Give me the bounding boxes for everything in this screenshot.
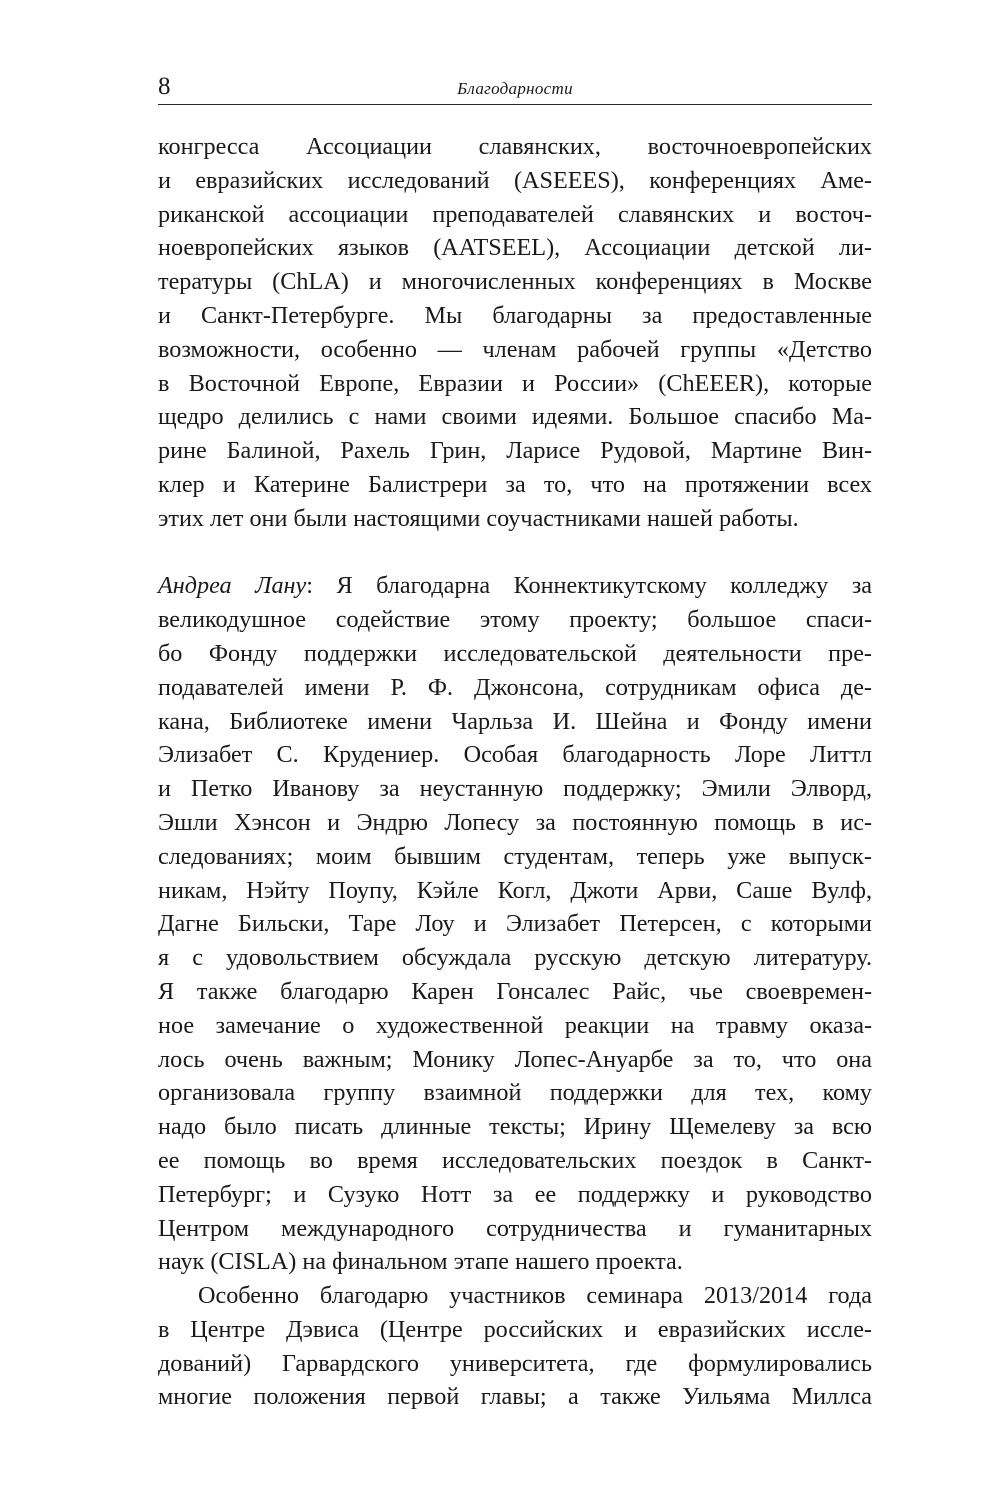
running-title: Благодарности xyxy=(457,79,573,98)
text-line xyxy=(158,569,872,603)
paragraph-seminar xyxy=(158,1279,872,1414)
text-line: риканской ассоциации преподавателей славянских и восточ- xyxy=(158,200,872,228)
author-name: Андреа Лану xyxy=(158,572,307,600)
text-line: возможности, особенно — членам рабочей группы «Детство xyxy=(158,335,872,363)
text-line: никам, Нэйту Поупу, Кэйле Когл, Джоти Арви, Саше Вулф, xyxy=(158,876,872,904)
text-line: многие положения первой главы; а также Уильяма Миллса xyxy=(158,1383,872,1411)
text-line: Элизабет С. Крудениер. Особая благодарность Лоре Литтл xyxy=(158,741,872,769)
paragraph-conferences xyxy=(158,130,872,536)
text-line: щедро делились с нами своими идеями. Большое спасибо Ма- xyxy=(158,403,872,431)
text-line: этих лет они были настоящими соучастниками нашей работы. xyxy=(158,504,799,532)
text-line: надо было писать длинные тексты; Ирину Щемелеву за всю xyxy=(158,1113,872,1141)
text-line: ноевропейских языков (AATSEEL), Ассоциации детской ли- xyxy=(158,234,872,262)
text-line: Эшли Хэнсон и Эндрю Лопесу за постоянную помощь в ис- xyxy=(158,808,872,836)
text-line: Петербург; и Сузуко Нотт за ее поддержку и руководство xyxy=(158,1180,872,1208)
text-line: подавателей имени Р. Ф. Джонсона, сотрудникам офиса де- xyxy=(158,673,872,701)
text-line: бо Фонду поддержки исследовательской деятельности пре- xyxy=(158,639,872,667)
text-line: следованиях; моим бывшим студентам, теперь уже выпуск- xyxy=(158,842,872,870)
text-line: наук (CISLA) на финальном этапе нашего проекта. xyxy=(158,1248,683,1276)
text-line: кана, Библиотеке имени Чарльза И. Шейна и Фонду имени xyxy=(158,707,872,735)
text-line: Особенно благодарю участников семинара 2013/2014 года xyxy=(198,1282,872,1310)
text-line: я с удовольствием обсуждала русскую детскую литературу. xyxy=(158,944,872,972)
text-line: великодушное содействие этому проекту; большое спаси- xyxy=(158,606,872,634)
running-head xyxy=(158,72,872,105)
text-line: в Восточной Европе, Евразии и России» (ChEEER), которые xyxy=(158,369,872,397)
text-line: ное замечание о художественной реакции на травму оказа- xyxy=(158,1011,872,1039)
text-line: конгресса Ассоциации славянских, восточноевропейских xyxy=(158,133,872,160)
text-line: Я также благодарю Карен Гонсалес Райс, чье своевремен- xyxy=(158,977,872,1005)
text-line: клер и Катерине Балистрери за то, что на протяжении всех xyxy=(158,470,872,498)
first-line-text: : Я благодарна Коннектикутскому колледжу за xyxy=(306,572,872,600)
text-line: дований) Гарвардского университета, где формулировались xyxy=(158,1349,872,1377)
paragraph-andrea-lanu xyxy=(158,569,872,1279)
text-line: в Центре Дэвиса (Центре российских и евразийских иссле- xyxy=(158,1315,872,1343)
body-text xyxy=(158,130,872,1414)
page-number: 8 xyxy=(158,73,171,100)
text-line: и Санкт-Петербурге. Мы благодарны за предоставленные xyxy=(158,301,872,329)
text-line: организовала группу взаимной поддержки для тех, кому xyxy=(158,1079,872,1107)
text-line: и Петко Иванову за неустанную поддержку; Эмили Элворд, xyxy=(158,775,872,803)
text-line: тературы (ChLA) и многочисленных конференциях в Москве xyxy=(158,268,872,296)
text-line: и евразийских исследований (ASEEES), конференциях Аме- xyxy=(158,166,872,194)
paragraph-spacer xyxy=(158,536,872,570)
text-line: рине Балиной, Рахель Грин, Ларисе Рудовой, Мартине Вин- xyxy=(158,437,872,465)
text-line: Центром международного сотрудничества и гуманитарных xyxy=(158,1214,872,1242)
text-line: лось очень важным; Монику Лопес-Ануарбе за то, что она xyxy=(158,1045,872,1073)
text-line: ее помощь во время исследовательских поездок в Санкт- xyxy=(158,1146,872,1174)
text-line: Дагне Бильски, Таре Лоу и Элизабет Петерсен, с которыми xyxy=(158,910,872,938)
